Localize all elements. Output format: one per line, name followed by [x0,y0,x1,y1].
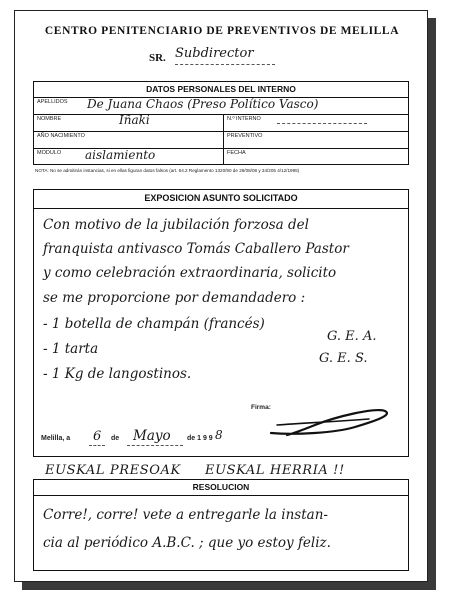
personal-data-title: DATOS PERSONALES DEL INTERNO [146,84,296,94]
date-year-prefix: de 1 9 9 [187,435,213,442]
document-page [14,10,428,582]
date-year-digit: 8 [215,428,223,442]
signature-label: Firma: [251,404,271,411]
value-module: aislamiento [85,148,156,162]
request-line-4: se me proporcione por demandadero : [43,290,306,306]
addressee-prefix: SR. [149,52,166,64]
slogan-right: EUSKAL HERRIA !! [205,463,345,478]
date-day: 6 [93,429,102,444]
request-item-3: - 1 Kg de langostinos. [43,366,192,382]
resolution-line-1: Corre!, corre! vete a entregarle la instan- [43,507,328,523]
date-month: Mayo [133,428,171,444]
request-item-2: - 1 tarta [43,341,99,357]
institution-title: CENTRO PENITENCIARIO DE PREVENTIVOS DE MELILLA [44,25,400,37]
label-surnames: APELLIDOS [37,99,68,105]
slogan-left: EUSKAL PRESOAK [45,463,181,478]
resolution-line-2: cia al periódico A.B.C. ; que yo estoy feliz. [43,535,331,551]
request-item-1: - 1 botella de champán (francés) [43,316,265,332]
label-preventive: PREVENTIVO [227,133,263,139]
place-label: Melilla, a [41,435,71,442]
addressee-handwritten: Subdirector [175,46,254,61]
value-surnames: De Juana Chaos (Preso Político Vasco) [87,97,319,111]
label-date: FECHA [227,150,246,156]
label-module: MODULO [37,150,62,156]
handwritten-signature [265,403,401,443]
request-line-3: y como celebración extraordinaria, solicito [43,265,337,281]
label-name: NOMBRE [37,116,62,122]
request-title: EXPOSICION ASUNTO SOLICITADO [144,193,298,203]
label-birth-year: AÑO NACIMIENTO [37,133,85,139]
addressee-line [175,64,275,65]
side-note-2: G. E. S. [319,351,368,366]
request-line-1: Con motivo de la jubilación forzosa del [43,217,309,233]
legal-note: NOTA: No se admitirán instancias, si en ellas figuran datos falsos (art. 64.2 Reglamento 1320/90 de 26/08/08 y 34/205 4/12/1995) [35,168,300,173]
value-name: Iñaki [119,113,150,127]
label-prisoner-no: N.º INTERNO [227,116,261,122]
resolution-title: RESOLUCION [192,482,250,492]
side-note-1: G. E. A. [327,329,377,344]
resolution-box [33,479,409,571]
request-line-2: franquista antivasco Tomás Caballero Pastor [43,241,349,257]
date-de-1: de [111,435,120,442]
